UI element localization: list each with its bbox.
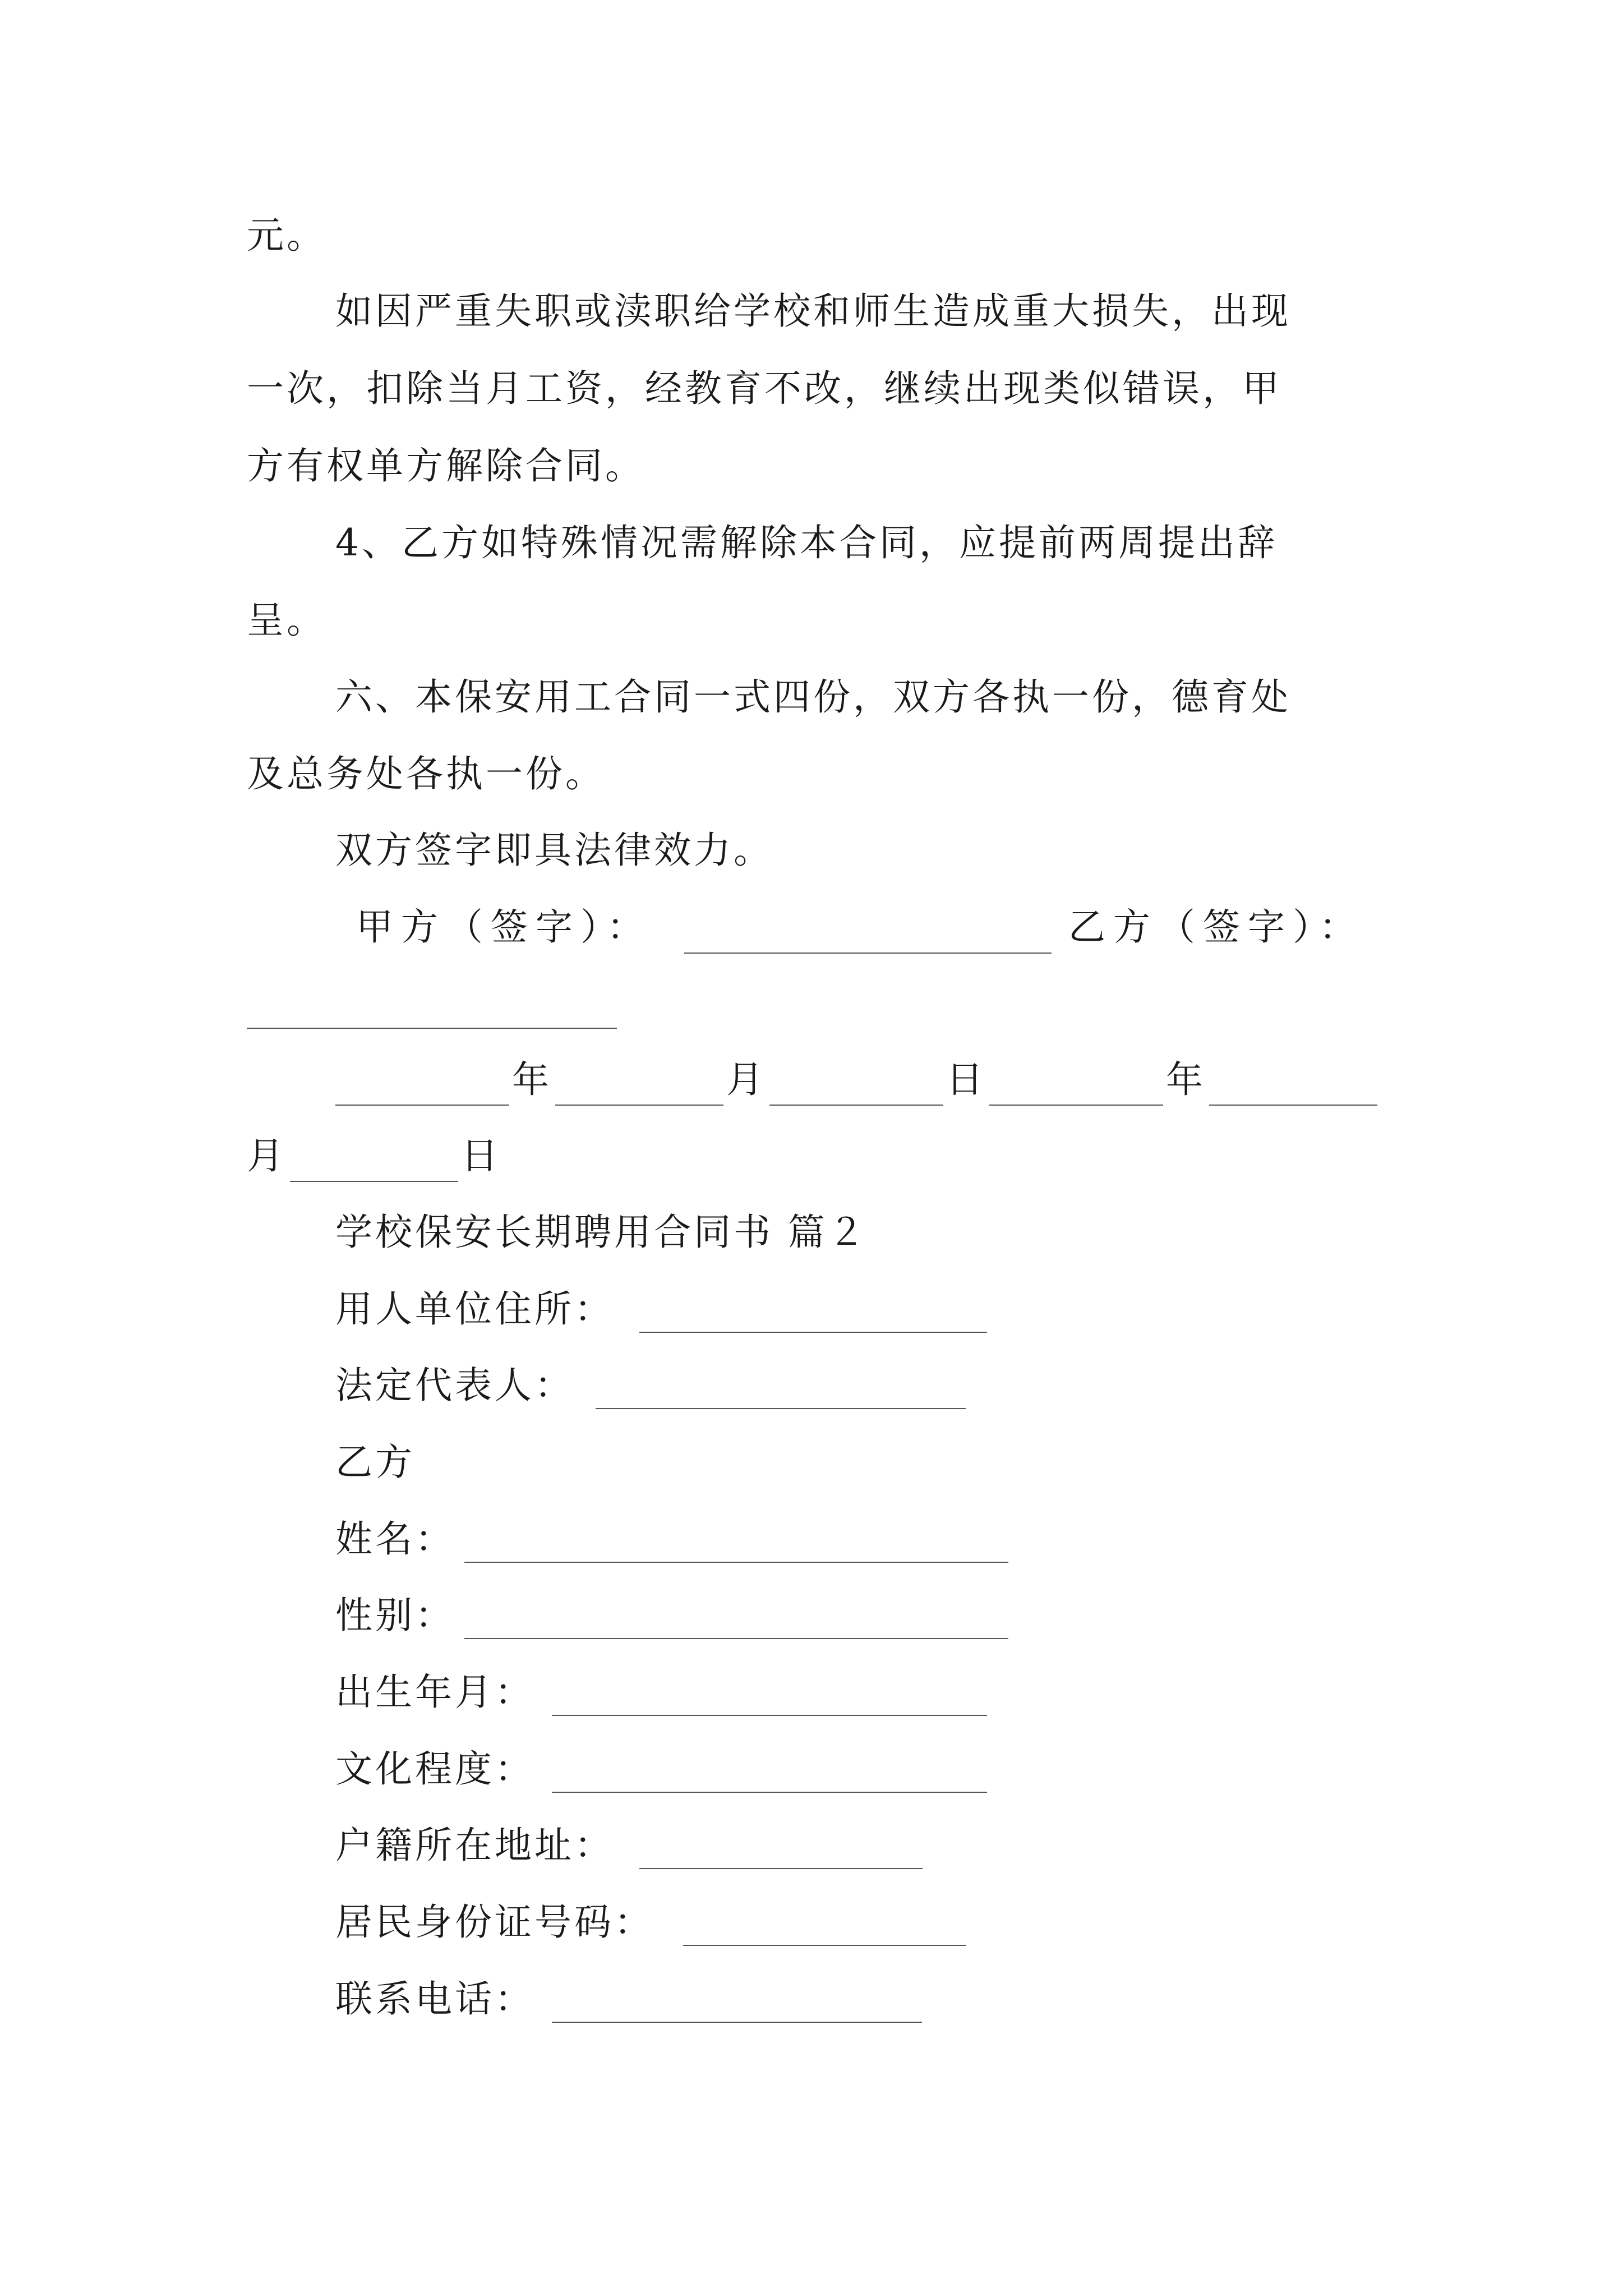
day-label: 日 xyxy=(461,1134,501,1177)
paragraph-line: 呈。 xyxy=(247,599,326,642)
paragraph-line: 元。 xyxy=(247,214,326,257)
name-label: 姓名： xyxy=(335,1517,455,1561)
id-number-blank xyxy=(683,1945,966,1946)
gender-blank xyxy=(464,1638,1008,1639)
legal-rep-blank xyxy=(596,1408,966,1409)
paragraph-line: 双方签字即具法律效力。 xyxy=(335,829,773,872)
paragraph-line: 方有权单方解除合同。 xyxy=(247,444,645,487)
date-row-continued xyxy=(247,1134,527,1184)
education-blank xyxy=(552,1792,987,1793)
paragraph-line: 4、乙方如特殊情况需解除本合同，应提前两周提出辞 xyxy=(335,521,1278,564)
date-row xyxy=(335,1057,1378,1108)
education-label: 文化程度： xyxy=(335,1747,534,1791)
day-blank-b xyxy=(290,1181,458,1182)
month-label: 月 xyxy=(247,1134,287,1177)
month-blank-b xyxy=(1209,1105,1377,1106)
paragraph-line: 及总务处各执一份。 xyxy=(247,752,605,795)
employer-address-blank xyxy=(639,1332,987,1333)
day-blank-a xyxy=(769,1105,943,1106)
day-label: 日 xyxy=(946,1058,986,1101)
party-b-signature-label: 乙方（签字）： xyxy=(1068,905,1364,949)
year-blank-b xyxy=(989,1105,1163,1106)
year-label: 年 xyxy=(1166,1058,1206,1101)
name-blank xyxy=(464,1562,1008,1563)
month-label: 月 xyxy=(726,1058,766,1101)
household-address-label: 户籍所在地址： xyxy=(335,1824,614,1867)
year-label: 年 xyxy=(512,1058,552,1101)
paragraph-line: 如因严重失职或渎职给学校和师生造成重大损失，出现 xyxy=(335,289,1291,333)
birth-blank xyxy=(552,1715,987,1716)
party-b-heading: 乙方 xyxy=(335,1441,415,1484)
paragraph-line: 一次，扣除当月工资，经教育不改，继续出现类似错误，甲 xyxy=(247,367,1282,410)
month-blank-a xyxy=(555,1105,723,1106)
birth-label: 出生年月： xyxy=(335,1671,534,1714)
paragraph-line: 六、本保安用工合同一式四份，双方各执一份，德育处 xyxy=(335,675,1291,719)
section-title: 学校保安长期聘用合同书 篇２ xyxy=(335,1211,868,1254)
employer-address-label: 用人单位住所： xyxy=(335,1287,614,1331)
gender-label: 性别： xyxy=(335,1594,455,1637)
party-b-signature-blank xyxy=(247,1028,617,1029)
id-number-label: 居民身份证号码： xyxy=(335,1901,654,1944)
household-address-blank xyxy=(639,1868,923,1869)
phone-label: 联系电话： xyxy=(335,1977,534,2021)
party-a-signature-blank xyxy=(684,953,1052,954)
legal-rep-label: 法定代表人： xyxy=(335,1364,574,1407)
year-blank-a xyxy=(335,1105,509,1106)
party-a-signature-label: 甲方（签字）： xyxy=(356,905,652,949)
phone-blank xyxy=(552,2022,922,2023)
